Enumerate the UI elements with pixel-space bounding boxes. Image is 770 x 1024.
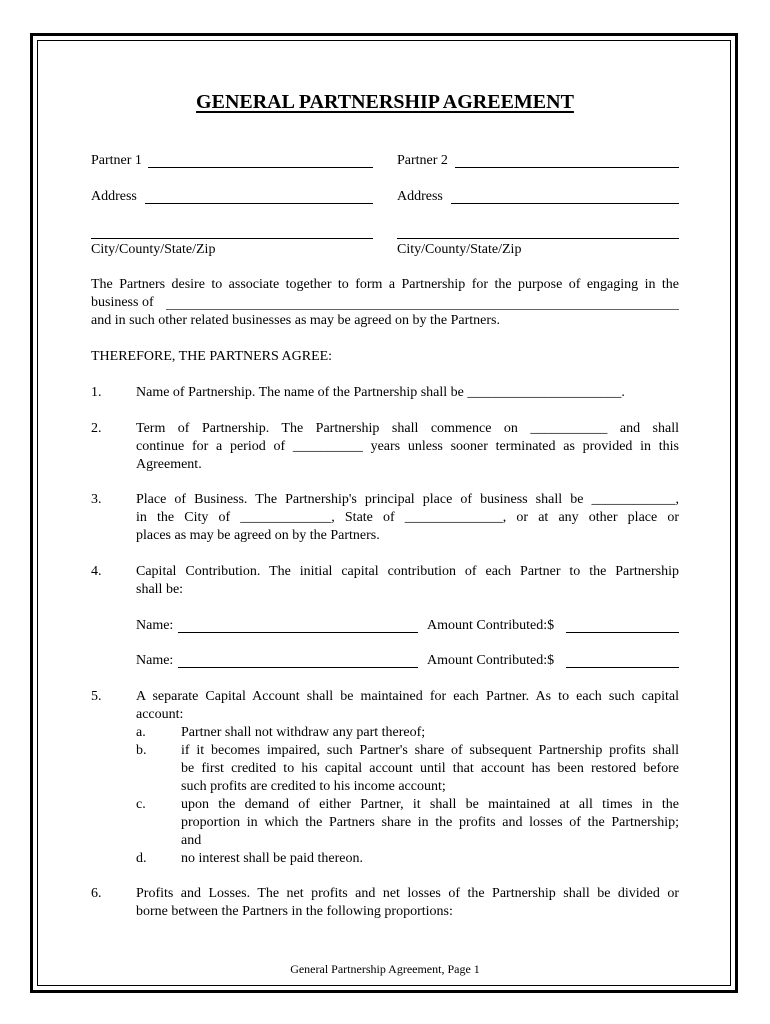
clause6-number: 6.	[91, 886, 102, 901]
clause5b-line1: if it becomes impaired, such Partner's share of subsequent Partnership profits shall	[181, 743, 679, 758]
address2-label: Address	[397, 189, 443, 204]
contribution1-name-label: Name:	[136, 618, 174, 633]
clause6-line2: borne between the Partners in the following proportions:	[136, 904, 453, 919]
clause3-line3: places as may be agreed on by the Partners.	[136, 528, 380, 543]
clause5c-letter: c.	[136, 797, 146, 812]
address2-field[interactable]	[451, 203, 679, 204]
clause2-line2: continue for a period of __________ years unless sooner terminated as provided in this	[136, 439, 679, 454]
clause3-number: 3.	[91, 492, 102, 507]
city2-label: City/County/State/Zip	[397, 242, 522, 257]
clause5d-letter: d.	[136, 851, 147, 866]
clause6-text	[136, 885, 679, 921]
address1-label: Address	[91, 189, 137, 204]
clause5-number: 5.	[91, 689, 102, 704]
clause5-text	[136, 688, 679, 724]
partner2-label: Partner 2	[397, 153, 448, 168]
contribution2-name-label: Name:	[136, 653, 174, 668]
clause6-line1: Profits and Losses. The net profits and net losses of the Partnership shall be divided or	[136, 886, 679, 901]
business-of-field[interactable]	[166, 309, 679, 310]
clause1-number: 1.	[91, 385, 102, 400]
clause2-text	[136, 420, 679, 474]
clause5a-letter: a.	[136, 725, 146, 740]
clause5c-line2: proportion in which the Partners share in the profits and losses of the Partnership;	[181, 815, 679, 830]
clause4-number: 4.	[91, 564, 102, 579]
contribution1-name-field[interactable]	[178, 632, 418, 633]
clause5-line1: A separate Capital Account shall be maintained for each Partner. As to each such capital	[136, 689, 679, 704]
address1-line2-field[interactable]	[91, 238, 373, 239]
clause3-line1: Place of Business. The Partnership's principal place of business shall be ____________,	[136, 492, 679, 507]
contribution2-amount-field[interactable]	[566, 667, 679, 668]
clause2-line1: Term of Partnership. The Partnership shall commence on ___________ and shall	[136, 421, 679, 436]
partner2-field[interactable]	[455, 167, 679, 168]
clause5b-line2: be first credited to his capital account until that account has been restored before	[181, 761, 679, 776]
contribution1-amount-label: Amount Contributed:$	[427, 618, 555, 633]
contribution1-amount-field[interactable]	[566, 632, 679, 633]
clause5b-line3: such profits are credited to his income account;	[181, 779, 446, 794]
clause5c-line3: and	[181, 833, 202, 848]
clause5a-text: Partner shall not withdraw any part thereof;	[181, 725, 426, 740]
clause5b-text	[181, 742, 679, 796]
contribution2-amount-label: Amount Contributed:$	[427, 653, 555, 668]
intro-line1: The Partners desire to associate together to form a Partnership for the purpose of engaging in the	[91, 277, 679, 292]
business-of-label: business of	[91, 295, 154, 310]
city1-label: City/County/State/Zip	[91, 242, 216, 257]
clause5d-text: no interest shall be paid thereon.	[181, 851, 363, 866]
document-title: GENERAL PARTNERSHIP AGREEMENT	[196, 91, 574, 113]
clause3-line2: in the City of _____________, State of ______________, or at any other place or	[136, 510, 679, 525]
clause3-text	[136, 491, 679, 545]
clause1-text: Name of Partnership. The name of the Partnership shall be ______________________.	[136, 385, 625, 400]
partner1-field[interactable]	[148, 167, 373, 168]
clause4-text	[136, 563, 679, 599]
clause2-number: 2.	[91, 421, 102, 436]
address2-line2-field[interactable]	[397, 238, 679, 239]
page-footer: General Partnership Agreement, Page 1	[290, 962, 480, 976]
clause4-line2: shall be:	[136, 582, 184, 597]
intro-paragraph	[91, 276, 679, 330]
partner1-label: Partner 1	[91, 153, 142, 168]
address1-field[interactable]	[145, 203, 373, 204]
clause5b-letter: b.	[136, 743, 147, 758]
contribution2-name-field[interactable]	[178, 667, 418, 668]
clause2-line3: Agreement.	[136, 457, 202, 472]
clause5c-text	[181, 796, 679, 850]
clause5c-line1: upon the demand of either Partner, it shall be maintained at all times in the	[181, 797, 679, 812]
clause5-line2: account:	[136, 707, 184, 722]
clause4-line1: Capital Contribution. The initial capital contribution of each Partner to the Partnership	[136, 564, 679, 579]
therefore-heading: THEREFORE, THE PARTNERS AGREE:	[91, 349, 333, 364]
intro-line3: and in such other related businesses as may be agreed on by the Partners.	[91, 313, 500, 328]
